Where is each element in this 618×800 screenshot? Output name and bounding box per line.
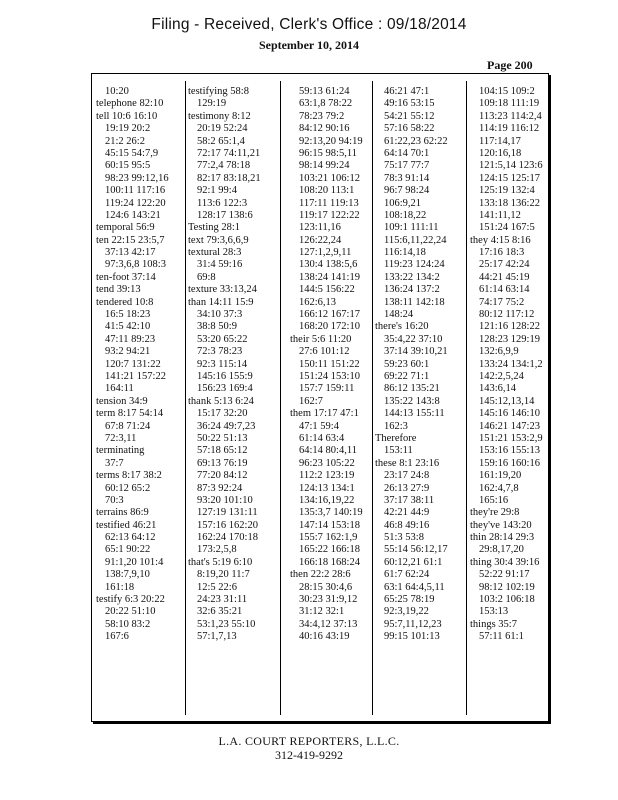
index-continuation-line: 143:6,14 [479, 383, 517, 395]
index-entry: texture 33:13,24 [188, 284, 257, 296]
index-continuation-line: 153:16 155:13 [479, 445, 540, 457]
index-continuation-line: 45:15 54:7,9 [105, 147, 159, 159]
index-continuation-line: 162:3 [384, 420, 408, 432]
index-continuation-line: 61:7 62:24 [384, 569, 430, 581]
index-continuation-line: 69:8 [197, 271, 216, 283]
index-continuation-line: 37:7 [105, 457, 124, 469]
index-continuation-line: 10:20 [105, 86, 129, 97]
index-continuation-line: 21:2 26:2 [105, 135, 145, 147]
index-continuation-line: 125:19 132:4 [479, 185, 535, 197]
index-entry: terminating [96, 445, 145, 457]
index-continuation-line: 62:13 64:12 [105, 532, 156, 544]
index-continuation-line: 134:16,19,22 [299, 494, 355, 506]
index-continuation-line: 67:8 71:24 [105, 420, 151, 432]
index-continuation-line: 87:3 92:24 [197, 482, 243, 494]
index-continuation-line: 50:22 51:13 [197, 432, 248, 444]
index-continuation-line: 167:6 [105, 631, 129, 643]
index-continuation-line: 124:13 134:1 [299, 482, 355, 494]
index-continuation-line: 151:21 153:2,9 [479, 432, 543, 444]
index-continuation-line: 96:23 105:22 [299, 457, 355, 469]
index-continuation-line: 92:3,19,22 [384, 606, 429, 618]
index-continuation-line: 35:4,22 37:10 [384, 333, 443, 345]
index-continuation-line: 147:14 153:18 [299, 519, 360, 531]
column-divider [466, 81, 467, 715]
index-continuation-line: 119:23 124:24 [384, 259, 445, 271]
index-continuation-line: 145:12,13,14 [479, 395, 535, 407]
index-continuation-line: 144:13 155:11 [384, 408, 445, 420]
index-continuation-line: 114:19 116:12 [479, 123, 540, 135]
index-continuation-line: 151:24 153:10 [299, 370, 360, 382]
index-continuation-line: 95:7,11,12,23 [384, 618, 442, 630]
index-continuation-line: 59:23 60:1 [384, 358, 430, 370]
index-continuation-line: 32:6 35:21 [197, 606, 243, 618]
index-continuation-line: 145:16 155:9 [197, 370, 253, 382]
index-continuation-line: 108:20 113:1 [299, 185, 355, 197]
index-continuation-line: 46:21 47:1 [384, 86, 430, 97]
index-continuation-line: 55:14 56:12,17 [384, 544, 448, 556]
index-column-1 [96, 86, 182, 714]
index-continuation-line: 65:25 78:19 [384, 594, 435, 606]
hearing-date: September 10, 2014 [258, 38, 360, 52]
index-continuation-line: 103:2 106:18 [479, 594, 535, 606]
index-box [91, 73, 549, 722]
index-continuation-line: 23:17 24:8 [384, 470, 430, 482]
index-continuation-line: 157:7 159:11 [299, 383, 355, 395]
index-entry: that's 5:19 6:10 [188, 556, 253, 568]
index-entry: they 4:15 8:16 [470, 234, 531, 246]
index-continuation-line: 121:5,14 123:6 [479, 160, 543, 172]
index-continuation-line: 41:5 42:10 [105, 321, 151, 333]
index-continuation-line: 127:19 131:11 [197, 507, 258, 519]
index-continuation-line: 130:4 138:5,6 [299, 259, 358, 271]
index-entry: they're 29:8 [470, 507, 520, 519]
index-continuation-line: 20:19 52:24 [197, 123, 248, 135]
index-entry: textural 28:3 [188, 247, 242, 259]
index-continuation-line: 8:19,20 11:7 [197, 569, 250, 581]
column-divider [185, 81, 186, 715]
index-continuation-line: 128:17 138:6 [197, 209, 253, 221]
index-entry: things 35:7 [470, 618, 517, 630]
index-continuation-line: 57:11 61:1 [479, 631, 524, 643]
index-continuation-line: 25:17 42:24 [479, 259, 530, 271]
column-divider [280, 81, 281, 715]
index-entry: there's 16:20 [375, 321, 429, 333]
index-continuation-line: 112:2 123:19 [299, 470, 355, 482]
index-entry: testified 46:21 [96, 519, 157, 531]
index-continuation-line: 103:21 106:12 [299, 172, 360, 184]
index-continuation-line: 31:12 32:1 [299, 606, 345, 618]
index-continuation-line: 72:3 78:23 [197, 346, 243, 358]
index-continuation-line: 108:18,22 [384, 209, 427, 221]
reporter-company: L.A. COURT REPORTERS, L.L.C. [218, 734, 400, 748]
index-continuation-line: 165:22 166:18 [299, 544, 360, 556]
index-continuation-line: 15:17 32:20 [197, 408, 248, 420]
index-entry: text 79:3,6,6,9 [188, 234, 249, 246]
index-continuation-line: 173:2,5,8 [197, 544, 237, 556]
index-entry: temporal 56:9 [96, 222, 155, 234]
index-continuation-line: 121:16 128:22 [479, 321, 540, 333]
index-entry: Testing 28:1 [188, 222, 241, 234]
index-continuation-line: 77:20 84:12 [197, 470, 248, 482]
index-continuation-line: 141:21 157:22 [105, 370, 166, 382]
index-continuation-line: 19:19 20:2 [105, 123, 151, 135]
index-continuation-line: 151:24 167:5 [479, 222, 535, 234]
index-continuation-line: 166:12 167:17 [299, 309, 360, 321]
index-continuation-line: 44:21 45:19 [479, 271, 530, 283]
index-entry: ten 22:15 23:5,7 [96, 234, 165, 246]
index-continuation-line: 12:5 22:6 [197, 581, 237, 593]
index-continuation-line: 53:20 65:22 [197, 333, 248, 345]
index-continuation-line: 82:17 83:18,21 [197, 172, 261, 184]
index-continuation-line: 78:3 91:14 [384, 172, 430, 184]
index-entry: tend 39:13 [96, 284, 141, 296]
index-continuation-line: 117:14,17 [479, 135, 521, 147]
index-entry: thing 30:4 39:16 [470, 556, 540, 568]
index-continuation-line: 138:7,9,10 [105, 569, 150, 581]
index-continuation-line: 119:24 122:20 [105, 197, 166, 209]
index-continuation-line: 153:11 [384, 445, 413, 457]
index-continuation-line: 133:18 136:22 [479, 197, 540, 209]
index-continuation-line: 29:8,17,20 [479, 544, 524, 556]
index-continuation-line: 120:7 131:22 [105, 358, 161, 370]
index-continuation-line: 98:14 99:24 [299, 160, 350, 172]
index-entry: testifying 58:8 [188, 86, 249, 97]
index-continuation-line: 117:11 119:13 [299, 197, 359, 209]
index-continuation-line: 100:11 117:16 [105, 185, 166, 197]
index-continuation-line: 124:6 143:21 [105, 209, 161, 221]
index-continuation-line: 40:16 43:19 [299, 631, 350, 643]
index-continuation-line: 133:24 134:1,2 [479, 358, 543, 370]
index-continuation-line: 24:23 31:11 [197, 594, 248, 606]
index-continuation-line: 37:14 39:10,21 [384, 346, 448, 358]
index-continuation-line: 157:16 162:20 [197, 519, 258, 531]
index-continuation-line: 159:16 160:16 [479, 457, 540, 469]
index-continuation-line: 93:20 101:10 [197, 494, 253, 506]
index-column-4 [375, 86, 461, 714]
index-continuation-line: 26:13 27:9 [384, 482, 430, 494]
index-continuation-line: 54:21 55:12 [384, 110, 435, 122]
index-continuation-line: 155:7 162:1,9 [299, 532, 358, 544]
reporter-phone: 312-419-9292 [275, 748, 343, 762]
index-continuation-line: 53:1,23 55:10 [197, 618, 256, 630]
index-continuation-line: 37:13 42:17 [105, 247, 156, 259]
index-continuation-line: 156:23 169:4 [197, 383, 253, 395]
index-continuation-line: 104:15 109:2 [479, 86, 535, 97]
index-entry: terrains 86:9 [96, 507, 149, 519]
index-continuation-line: 97:3,6,8 108:3 [105, 259, 166, 271]
index-continuation-line: 57:18 65:12 [197, 445, 248, 457]
index-entry: then 22:2 28:6 [290, 569, 351, 581]
page-number: Page 200 [487, 58, 533, 72]
index-continuation-line: 42:21 44:9 [384, 507, 430, 519]
index-continuation-line: 91:1,20 101:4 [105, 556, 164, 568]
index-continuation-line: 124:15 125:17 [479, 172, 540, 184]
index-column-2 [188, 86, 274, 714]
index-entry: thank 5:13 6:24 [188, 395, 254, 407]
index-continuation-line: 63:1 64:4,5,11 [384, 581, 445, 593]
index-continuation-line: 60:12,21 61:1 [384, 556, 443, 568]
index-continuation-line: 120:16,18 [479, 147, 522, 159]
index-entry: telephone 82:10 [96, 98, 164, 110]
index-continuation-line: 141:11,12 [479, 209, 521, 221]
index-continuation-line: 93:2 94:21 [105, 346, 151, 358]
index-continuation-line: 168:20 172:10 [299, 321, 360, 333]
index-continuation-line: 30:23 31:9,12 [299, 594, 358, 606]
index-continuation-line: 47:1 59:4 [299, 420, 339, 432]
index-continuation-line: 70:3 [105, 494, 124, 506]
index-continuation-line: 78:23 79:2 [299, 110, 345, 122]
index-continuation-line: 98:12 102:19 [479, 581, 535, 593]
index-continuation-line: 58:2 65:1,4 [197, 135, 245, 147]
index-continuation-line: 162:4,7,8 [479, 482, 519, 494]
index-continuation-line: 46:8 49:16 [384, 519, 430, 531]
index-continuation-line: 84:12 90:16 [299, 123, 350, 135]
index-continuation-line: 77:2,4 78:18 [197, 160, 251, 172]
index-continuation-line: 31:4 59:16 [197, 259, 243, 271]
index-continuation-line: 126:22,24 [299, 234, 342, 246]
index-continuation-line: 38:8 50:9 [197, 321, 237, 333]
index-continuation-line: 98:23 99:12,16 [105, 172, 169, 184]
index-continuation-line: 106:9,21 [384, 197, 422, 209]
index-entry: their 5:6 11:20 [290, 333, 352, 345]
index-continuation-line: 132:6,9,9 [479, 346, 519, 358]
index-continuation-line: 52:22 91:17 [479, 569, 530, 581]
index-continuation-line: 92:13,20 94:19 [299, 135, 363, 147]
index-continuation-line: 57:1,7,13 [197, 631, 237, 643]
index-continuation-line: 34:10 37:3 [197, 309, 243, 321]
index-continuation-line: 162:7 [299, 395, 323, 407]
index-entry: term 8:17 54:14 [96, 408, 164, 420]
index-continuation-line: 115:6,11,22,24 [384, 234, 447, 246]
index-continuation-line: 64:14 80:4,11 [299, 445, 357, 457]
index-continuation-line: 116:14,18 [384, 247, 426, 259]
index-continuation-line: 127:1,2,9,11 [299, 247, 352, 259]
index-continuation-line: 61:14 63:4 [299, 432, 345, 444]
index-continuation-line: 64:14 70:1 [384, 147, 430, 159]
index-continuation-line: 96:7 98:24 [384, 185, 430, 197]
index-continuation-line: 37:17 38:11 [384, 494, 435, 506]
index-entry: tension 34:9 [96, 395, 148, 407]
index-continuation-line: 74:17 75:2 [479, 296, 525, 308]
index-continuation-line: 164:11 [105, 383, 134, 395]
index-continuation-line: 113:23 114:2,4 [479, 110, 542, 122]
index-continuation-line: 72:17 74:11,21 [197, 147, 261, 159]
index-continuation-line: 69:22 71:1 [384, 370, 430, 382]
index-continuation-line: 59:13 61:24 [299, 86, 350, 97]
index-continuation-line: 119:17 122:22 [299, 209, 360, 221]
index-continuation-line: 92:3 115:14 [197, 358, 248, 370]
index-entry: tell 10:6 16:10 [96, 110, 158, 122]
index-continuation-line: 148:24 [384, 309, 414, 321]
index-continuation-line: 51:3 53:8 [384, 532, 424, 544]
index-continuation-line: 146:21 147:23 [479, 420, 540, 432]
index-continuation-line: 113:6 122:3 [197, 197, 248, 209]
index-continuation-line: 27:6 101:12 [299, 346, 350, 358]
index-continuation-line: 61:22,23 62:22 [384, 135, 448, 147]
index-continuation-line: 142:2,5,24 [479, 370, 524, 382]
index-continuation-line: 145:16 146:10 [479, 408, 540, 420]
index-continuation-line: 36:24 49:7,23 [197, 420, 256, 432]
index-continuation-line: 57:16 58:22 [384, 123, 435, 135]
filing-stamp: Filing - Received, Clerk's Office : 09/18/2014 [151, 16, 467, 33]
index-continuation-line: 47:11 89:23 [105, 333, 156, 345]
index-continuation-line: 161:18 [105, 581, 135, 593]
index-entry: thin 28:14 29:3 [470, 532, 535, 544]
index-continuation-line: 65:1 90:22 [105, 544, 151, 556]
index-entry: terms 8:17 38:2 [96, 470, 162, 482]
index-continuation-line: 138:24 141:19 [299, 271, 360, 283]
index-continuation-line: 86:12 135:21 [384, 383, 440, 395]
index-continuation-line: 144:5 156:22 [299, 284, 355, 296]
index-entry: than 14:11 15:9 [188, 296, 254, 308]
index-continuation-line: 128:23 129:19 [479, 333, 540, 345]
index-entry: testify 6:3 20:22 [96, 594, 165, 606]
index-continuation-line: 60:12 65:2 [105, 482, 151, 494]
index-column-3 [290, 86, 376, 714]
index-continuation-line: 133:22 134:2 [384, 271, 440, 283]
index-continuation-line: 138:11 142:18 [384, 296, 445, 308]
index-continuation-line: 123:11,16 [299, 222, 341, 234]
index-continuation-line: 92:1 99:4 [197, 185, 237, 197]
index-continuation-line: 61:14 63:14 [479, 284, 530, 296]
index-entry: tendered 10:8 [96, 296, 154, 308]
index-continuation-line: 153:13 [479, 606, 509, 618]
index-continuation-line: 135:22 143:8 [384, 395, 440, 407]
index-continuation-line: 58:10 83:2 [105, 618, 151, 630]
index-continuation-line: 99:15 101:13 [384, 631, 440, 643]
index-continuation-line: 161:19,20 [479, 470, 522, 482]
index-continuation-line: 49:16 53:15 [384, 98, 435, 110]
index-continuation-line: 28:15 30:4,6 [299, 581, 353, 593]
index-continuation-line: 69:13 76:19 [197, 457, 248, 469]
index-continuation-line: 135:3,7 140:19 [299, 507, 363, 519]
index-continuation-line: 162:24 170:18 [197, 532, 258, 544]
index-entry: these 8:1 23:16 [375, 457, 440, 469]
index-continuation-line: 20:22 51:10 [105, 606, 156, 618]
index-column-5 [470, 86, 556, 714]
index-continuation-line: 34:4,12 37:13 [299, 618, 358, 630]
index-continuation-line: 136:24 137:2 [384, 284, 440, 296]
index-continuation-line: 165:16 [479, 494, 509, 506]
index-continuation-line: 72:3,11 [105, 432, 137, 444]
index-continuation-line: 96:15 98:5,11 [299, 147, 357, 159]
index-continuation-line: 166:18 168:24 [299, 556, 360, 568]
index-entry: Therefore [375, 432, 417, 444]
index-continuation-line: 75:17 77:7 [384, 160, 430, 172]
index-continuation-line: 129:19 [197, 98, 227, 110]
index-continuation-line: 162:6,13 [299, 296, 337, 308]
index-entry: they've 143:20 [470, 519, 532, 531]
index-continuation-line: 16:5 18:23 [105, 309, 151, 321]
index-continuation-line: 80:12 117:12 [479, 309, 535, 321]
index-continuation-line: 17:16 18:3 [479, 247, 525, 259]
index-continuation-line: 150:11 151:22 [299, 358, 360, 370]
index-continuation-line: 109:18 111:19 [479, 98, 540, 110]
index-continuation-line: 63:1,8 78:22 [299, 98, 353, 110]
index-entry: them 17:17 47:1 [290, 408, 359, 420]
index-continuation-line: 109:1 111:11 [384, 222, 439, 234]
index-continuation-line: 60:15 95:5 [105, 160, 151, 172]
index-entry: testimony 8:12 [188, 110, 251, 122]
index-entry: ten-foot 37:14 [96, 271, 156, 283]
